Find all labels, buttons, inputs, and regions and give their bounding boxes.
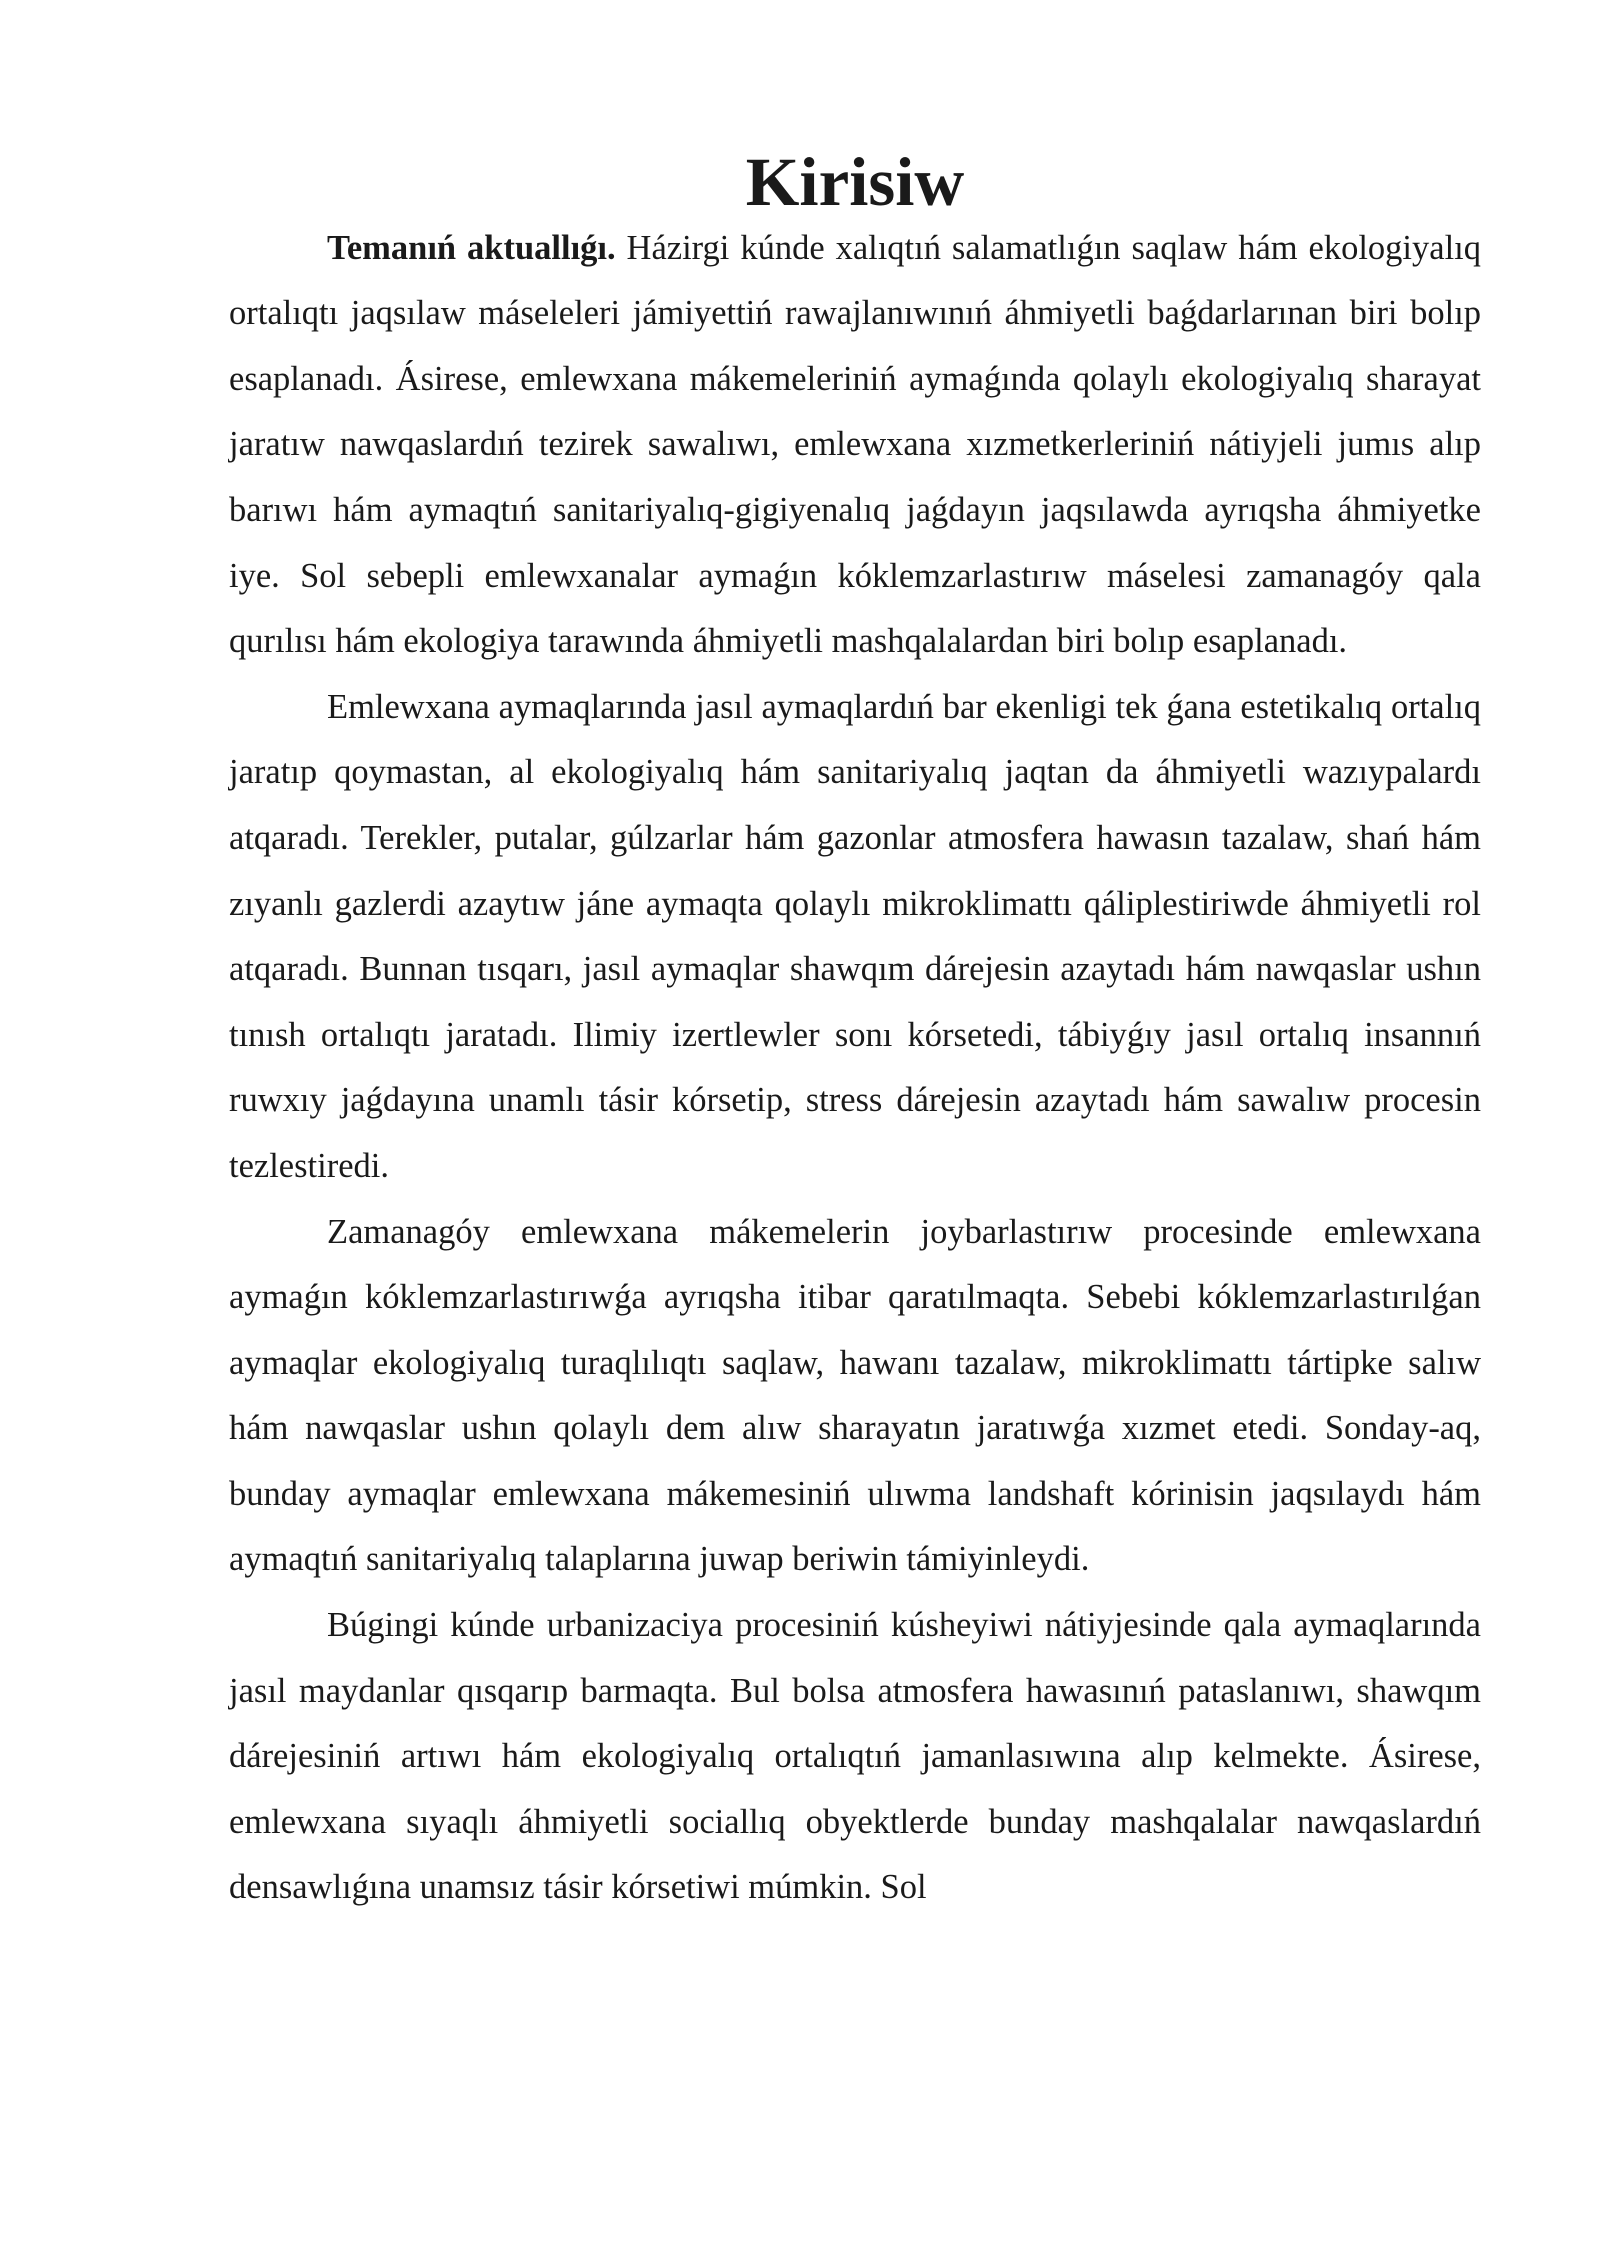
paragraph-hospital-design (229, 1200, 1481, 1594)
paragraph-green-areas (229, 675, 1481, 1200)
paragraph-text: Búgingi kúnde urbanizaciya procesiniń kúsheyiwi nátiyjesinde qala aymaqlarında jasıl maydanlar qısqarıp barmaqta. Bul bolsa atmosfera hawasınıń pataslanıwı, shawqım dárejesiniń artıwı hám ekologiyalıq ortalıqtıń jamanlasıwına alıp kelmekte. Ásirese, emlewxana sıyaqlı áhmiyetli sociallıq obyektlerde bunday mashqalalar nawqaslardıń densawlıǵına unamsız tásir kórsetiwi múmkin. Sol (229, 1606, 1481, 1907)
paragraph-text: Házirgi kúnde xalıqtıń salamatlıǵın saqlaw hám ekologiyalıq ortalıqtı jaqsılaw máseleleri jámiyettiń rawajlanıwınıń áhmiyetli baǵdarlarınan biri bolıp esaplanadı. Ásirese, emlewxana mákemeleriniń aymaǵında qolaylı ekologiyalıq sharayat jaratıw nawqaslardıń tezirek sawalıwı, emlewxana xızmetkerleriniń nátiyjeli jumıs alıp barıwı hám aymaqtıń sanitariyalıq-gigiyenalıq jaǵdayın jaqsılawda ayrıqsha áhmiyetke iye. Sol sebepli emlewxanalar aymaǵın kóklemzarlastırıw máselesi zamanagóy qala qurılısı hám ekologiya tarawında áhmiyetli mashqalalardan biri bolıp esaplanadı. (229, 228, 1481, 661)
paragraph-lead-label: Temanıń aktuallıǵı. (327, 228, 616, 267)
paragraph-urbanization (229, 1593, 1481, 1921)
paragraph-topic-relevance (229, 216, 1481, 675)
paragraph-text: Zamanagóy emlewxana mákemelerin joybarlastırıw procesinde emlewxana aymaǵın kóklemzarlastırıwǵa ayrıqsha itibar qaratılmaqta. Sebebi kóklemzarlastırılǵan aymaqlar ekologiyalıq turaqlılıqtı saqlaw, hawanı tazalaw, mikroklimattı tártipke salıw hám nawqaslar ushın qolaylı dem alıw sharayatın jaratıwǵa xızmet etedi. Sonday-aq, bunday aymaqlar emlewxana mákemesiniń ulıwma landshaft kórinisin jaqsılaydı hám aymaqtıń sanitariyalıq talaplarına juwap beriwin támiyinleydi. (229, 1212, 1481, 1579)
document-body (229, 144, 1481, 1921)
paragraph-text: Emlewxana aymaqlarında jasıl aymaqlardıń bar ekenligi tek ǵana estetikalıq ortalıq jaratıp qoymastan, al ekologiyalıq hám sanitariyalıq jaqtan da áhmiyetli wazıypalardı atqaradı. Terekler, putalar, gúlzarlar hám gazonlar atmosfera hawasın tazalaw, shań hám zıyanlı gazlerdi azaytıw jáne aymaqta qolaylı mikroklimattı qáliplestiriwde áhmiyetli rol atqaradı. Bunnan tısqarı, jasıl aymaqlar shawqım dárejesin azaytadı hám nawqaslar ushın tınısh ortalıqtı jaratadı. Ilimiy izertlewler sonı kórsetedi, tábiyǵıy jasıl ortalıq insannıń ruwxıy jaǵdayına unamlı tásir kórsetip, stress dárejesin azaytadı hám sawalıw procesin tezlestiredi. (229, 687, 1481, 1185)
page-title: Kirisiw (745, 144, 965, 220)
